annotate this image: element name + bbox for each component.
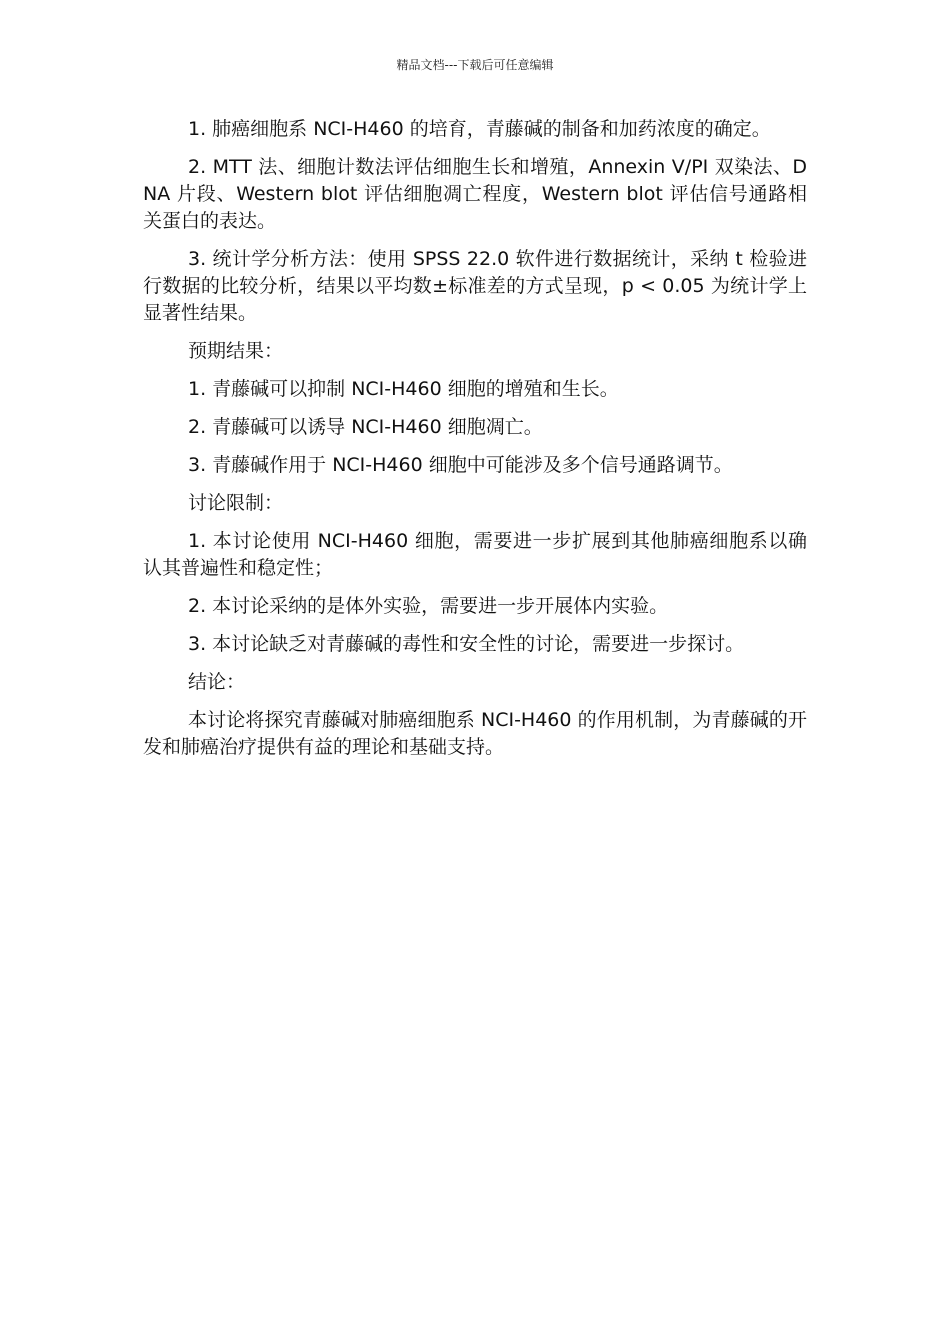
limitation-1: 1. 本讨论使用 NCI-H460 细胞，需要进一步扩展到其他肺癌细胞系以确认其普遍性和稳定性；: [143, 530, 807, 579]
section-heading-conclusion: 结论：: [188, 671, 246, 693]
expected-result-2: 2. 青藤碱可以诱导 NCI-H460 细胞凋亡。: [188, 416, 543, 438]
limitation-2: 2. 本讨论采纳的是体外实验，需要进一步开展体内实验。: [188, 595, 669, 617]
conclusion-text: 本讨论将探究青藤碱对肺癌细胞系 NCI-H460 的作用机制，为青藤碱的开发和肺癌治疗提供有益的理论和基础支持。: [143, 709, 807, 758]
method-item-3: 3. 统计学分析方法：使用 SPSS 22.0 软件进行数据统计，采纳 t 检验进行数据的比较分析，结果以平均数±标准差的方式呈现，p < 0.05 为统计学上显著性结果。: [143, 248, 807, 324]
method-item-1: 1. 肺癌细胞系 NCI-H460 的培育，青藤碱的制备和加药浓度的确定。: [188, 118, 771, 140]
document-body: [143, 116, 807, 772]
section-heading-expected-results: 预期结果：: [188, 340, 284, 362]
limitation-3: 3. 本讨论缺乏对青藤碱的毒性和安全性的讨论，需要进一步探讨。: [188, 633, 745, 655]
expected-result-3: 3. 青藤碱作用于 NCI-H460 细胞中可能涉及多个信号通路调节。: [188, 454, 733, 476]
expected-result-1: 1. 青藤碱可以抑制 NCI-H460 细胞的增殖和生长。: [188, 378, 619, 400]
method-item-2: 2. MTT 法、细胞计数法评估细胞生长和增殖，Annexin V/PI 双染法、DNA 片段、Western blot 评估细胞凋亡程度，Western blot 评估信号通路相关蛋白的表达。: [143, 156, 807, 232]
section-heading-limitations: 讨论限制：: [188, 492, 284, 514]
page-header: 精品文档---下载后可任意编辑: [396, 58, 554, 72]
